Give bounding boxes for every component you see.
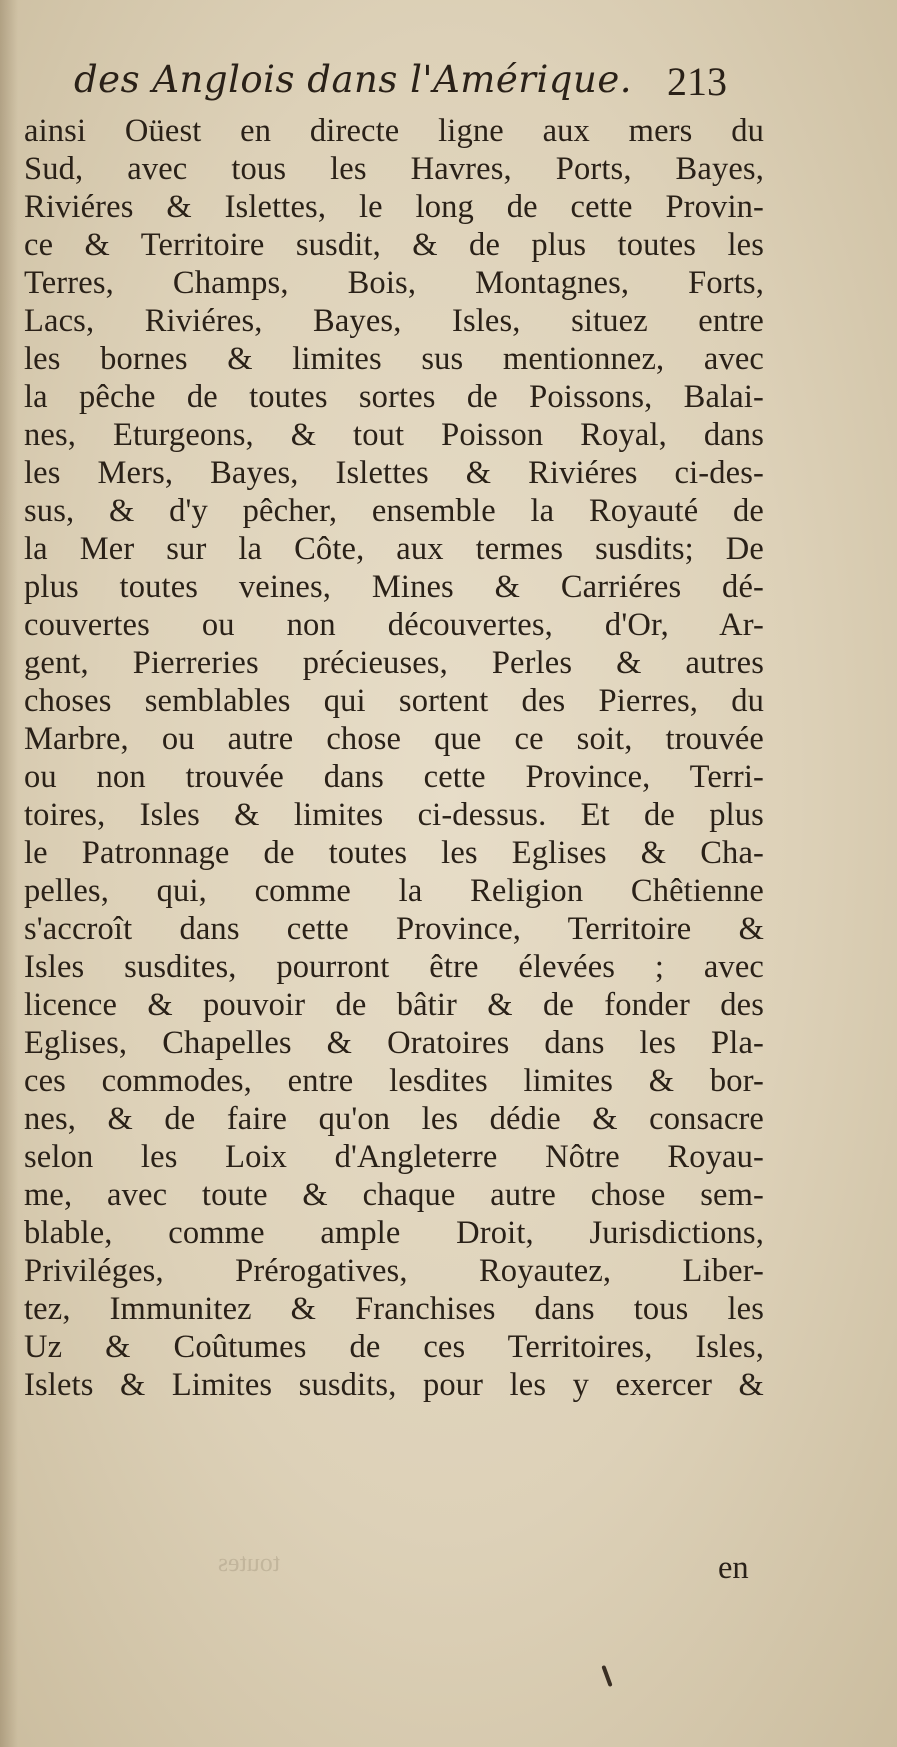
text-line: Marbre, ou autre chose que ce soit, trouvée xyxy=(24,721,764,757)
text-line: ce & Territoire susdit, & de plus toutes les xyxy=(24,227,764,263)
text-line: pelles, qui, comme la Religion Chêtienne xyxy=(24,873,764,909)
text-line: me, avec toute & chaque autre chose sem- xyxy=(24,1177,764,1213)
text-line: gent, Pierreries précieuses, Perles & autres xyxy=(24,645,764,681)
text-line: le Patronnage de toutes les Eglises & Cha- xyxy=(24,835,764,871)
text-line: Terres, Champs, Bois, Montagnes, Forts, xyxy=(24,265,764,301)
text-line: Lacs, Riviéres, Bayes, Isles, situez entre xyxy=(24,303,764,339)
text-line: nes, Eturgeons, & tout Poisson Royal, dans xyxy=(24,417,764,453)
page-header xyxy=(62,58,762,118)
catchword: en xyxy=(718,1550,749,1586)
text-line: couvertes ou non découvertes, d'Or, Ar- xyxy=(24,607,764,643)
text-line: ainsi Oüest en directe ligne aux mers du xyxy=(24,113,764,149)
page-number: 213 xyxy=(667,59,727,104)
text-line: ou non trouvée dans cette Province, Terri- xyxy=(24,759,764,795)
text-line: selon les Loix d'Angleterre Nôtre Royau- xyxy=(24,1139,764,1175)
text-line: sus, & d'y pêcher, ensemble la Royauté de xyxy=(24,493,764,529)
ink-speck xyxy=(601,1665,612,1687)
text-line: les bornes & limites sus mentionnez, avec xyxy=(24,341,764,377)
text-line: licence & pouvoir de bâtir & de fonder des xyxy=(24,987,764,1023)
text-line: plus toutes veines, Mines & Carriéres dé- xyxy=(24,569,764,605)
bleed-through-text: toutes xyxy=(217,1548,280,1577)
text-line: toires, Isles & limites ci-dessus. Et de plus xyxy=(24,797,764,833)
running-head: des Anglois dans l'Amérique. xyxy=(74,58,632,101)
text-line: la Mer sur la Côte, aux termes susdits; De xyxy=(24,531,764,567)
text-line: choses semblables qui sortent des Pierres, du xyxy=(24,683,764,719)
body-text xyxy=(24,112,764,1404)
text-line: Uz & Coûtumes de ces Territoires, Isles, xyxy=(24,1329,764,1365)
text-line: Islets & Limites susdits, pour les y exercer & xyxy=(24,1367,764,1403)
text-line: la pêche de toutes sortes de Poissons, Balai- xyxy=(24,379,764,415)
text-line: Sud, avec tous les Havres, Ports, Bayes, xyxy=(24,151,764,187)
text-line: Riviéres & Islettes, le long de cette Provin- xyxy=(24,189,764,225)
spine-shadow xyxy=(0,0,18,1747)
text-line: blable, comme ample Droit, Jurisdictions, xyxy=(24,1215,764,1251)
text-line: nes, & de faire qu'on les dédie & consacre xyxy=(24,1101,764,1137)
text-line: Priviléges, Prérogatives, Royautez, Liber- xyxy=(24,1253,764,1289)
text-line: Isles susdites, pourront être élevées ; avec xyxy=(24,949,764,985)
text-line: ces commodes, entre lesdites limites & bor- xyxy=(24,1063,764,1099)
text-line: tez, Immunitez & Franchises dans tous les xyxy=(24,1291,764,1327)
text-line: s'accroît dans cette Province, Territoire & xyxy=(24,911,764,947)
text-line: les Mers, Bayes, Islettes & Riviéres ci-des- xyxy=(24,455,764,491)
text-line: Eglises, Chapelles & Oratoires dans les Pla- xyxy=(24,1025,764,1061)
